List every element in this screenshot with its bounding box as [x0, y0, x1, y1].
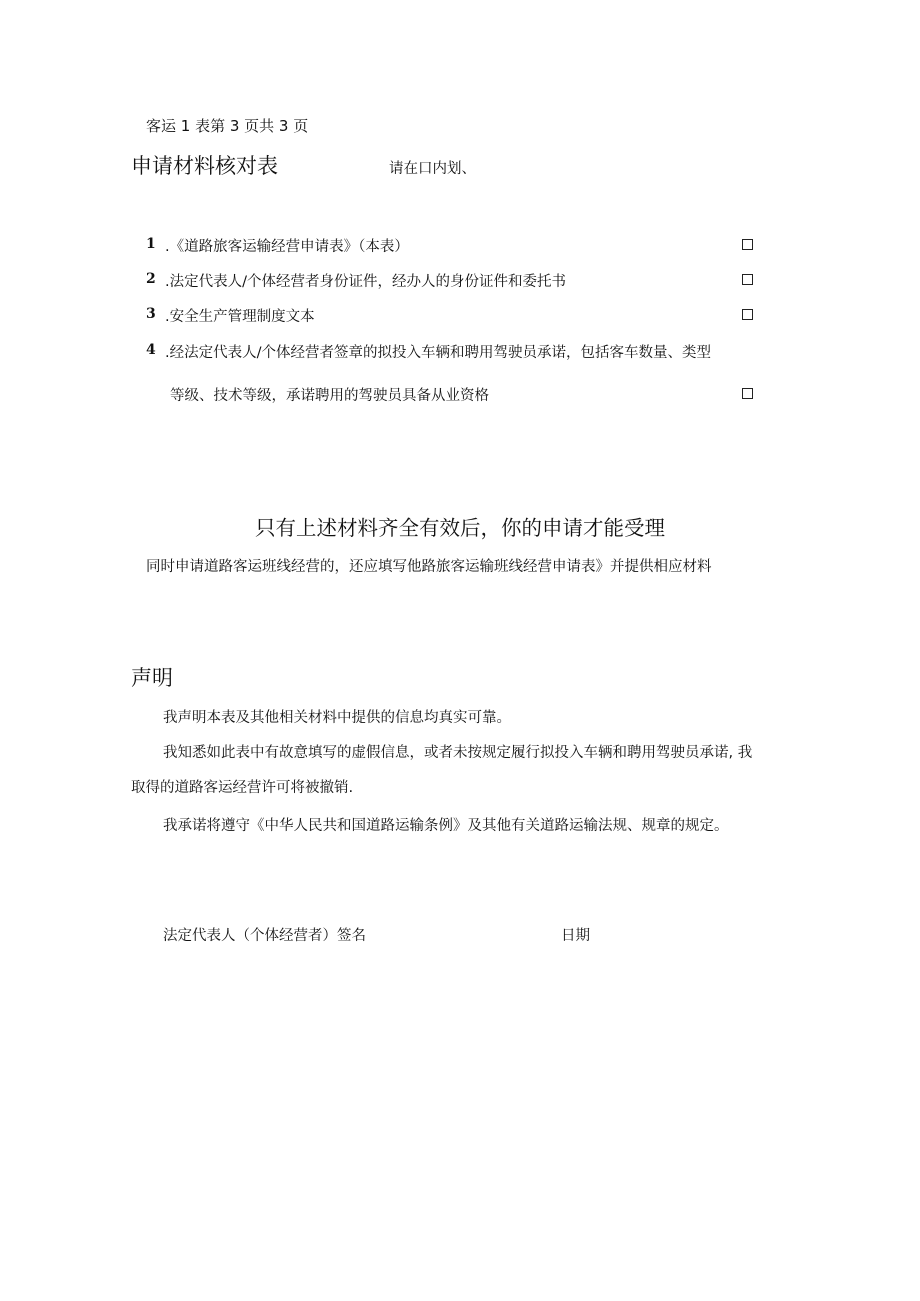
checklist-item-number: 3	[146, 306, 156, 322]
checklist-checkbox[interactable]	[742, 274, 753, 285]
checklist-item-text: .安全生产管理制度文本	[165, 309, 315, 325]
checklist-item-number: 4	[146, 342, 156, 358]
signature-label: 法定代表人（个体经营者）签名	[163, 928, 366, 944]
form-instruction: 请在口内划、	[389, 161, 476, 177]
checklist-item-number: 2	[146, 271, 156, 287]
checklist-item-number: 1	[146, 236, 156, 252]
checklist-checkbox[interactable]	[742, 388, 753, 399]
declaration-paragraph: 我承诺将遵守《中华人民共和国道路运输条例》及其他有关道路运输法规、规章的规定。	[163, 818, 729, 834]
declaration-paragraph: 我声明本表及其他相关材料中提供的信息均真实可靠。	[163, 710, 511, 726]
acceptance-notice: 只有上述材料齐全有效后，你的申请才能受理	[255, 516, 665, 540]
checklist-checkbox[interactable]	[742, 309, 753, 320]
checklist-checkbox[interactable]	[742, 239, 753, 250]
form-title: 申请材料核对表	[131, 154, 278, 178]
checklist-item-text: .《道路旅客运输经营申请表》（本表）	[165, 239, 409, 255]
date-label: 日期	[561, 928, 590, 944]
checklist-item-continuation: 等级、技术等级，承诺聘用的驾驶员具备从业资格	[170, 388, 489, 404]
checklist-item-text: .法定代表人/个体经营者身份证件，经办人的身份证件和委托书	[165, 274, 566, 290]
declaration-heading: 声明	[131, 666, 173, 690]
declaration-paragraph: 我知悉如此表中有故意填写的虚假信息，或者未按规定履行拟投入车辆和聘用驾驶员承诺, 我	[163, 745, 753, 761]
declaration-paragraph-continuation: 取得的道路客运经营许可将被撤销.	[131, 780, 354, 796]
checklist-item-text: .经法定代表人/个体经营者签章的拟投入车辆和聘用驾驶员承诺，包括客车数量、类型	[165, 345, 711, 361]
form-page-reference: 客运 1 表第 3 页共 3 页	[146, 117, 309, 135]
additional-requirement-note: 同时申请道路客运班线经营的，还应填写他路旅客运输班线经营申请表》并提供相应材料	[146, 559, 712, 575]
